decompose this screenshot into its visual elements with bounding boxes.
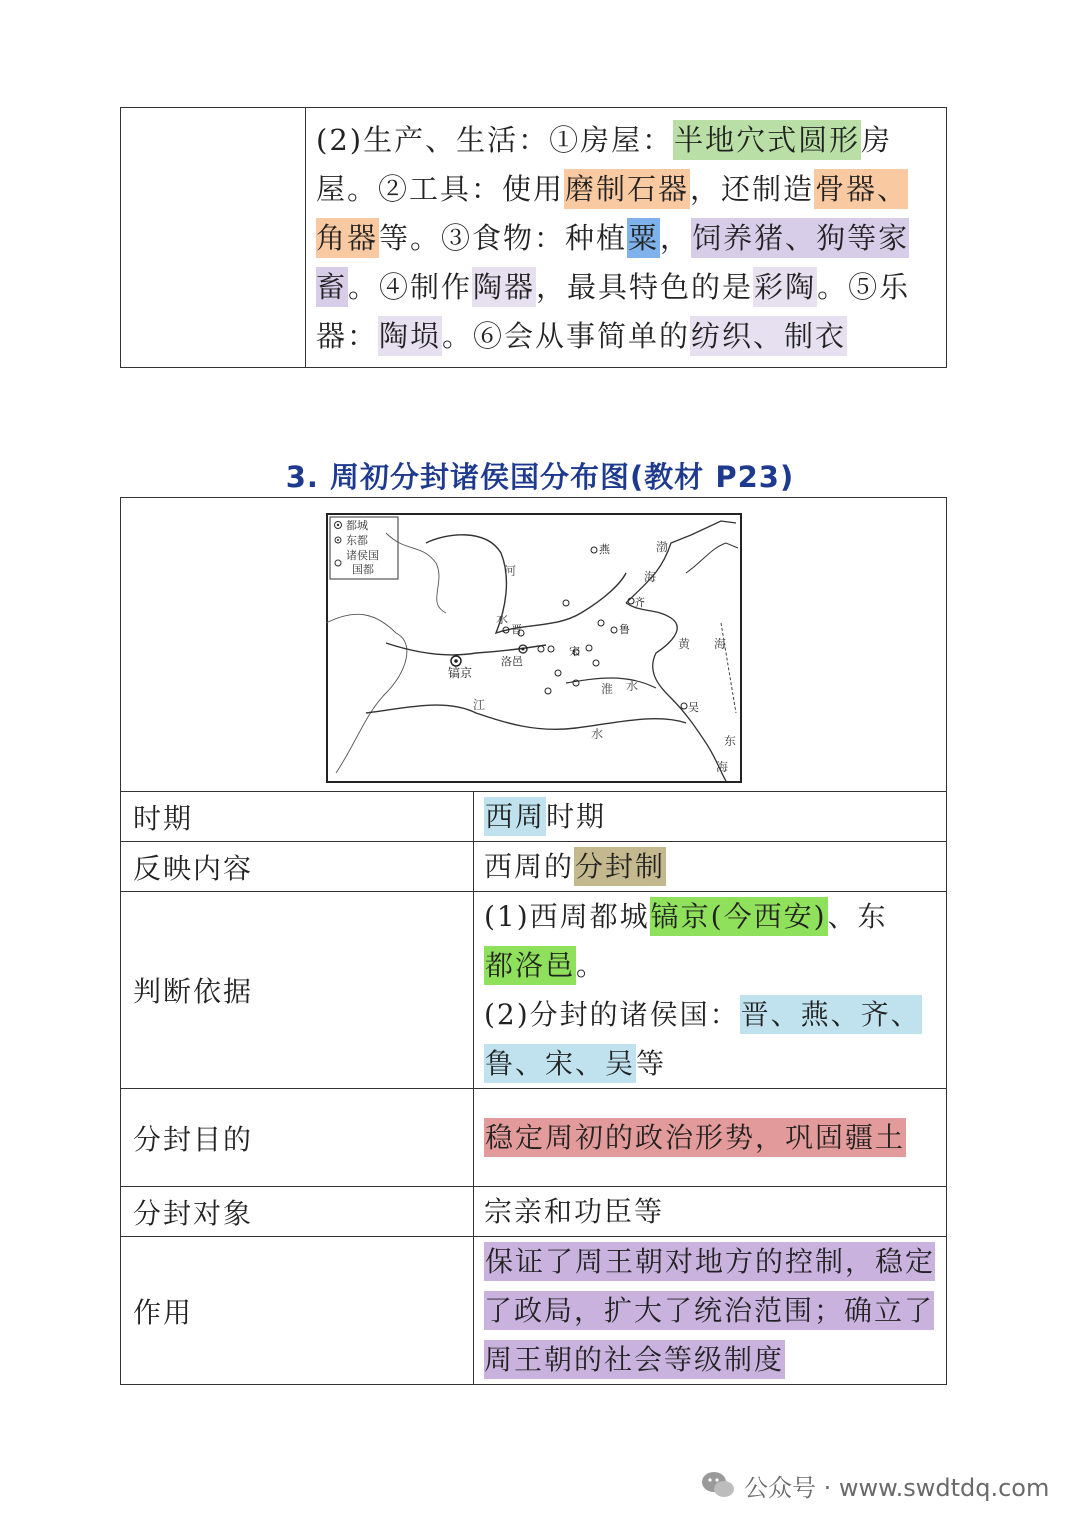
highlight-span: 骨器、角器 xyxy=(316,169,908,258)
text-span: (2)生产、生活：①房屋： xyxy=(316,123,674,157)
basis-line xyxy=(484,892,938,941)
row-basis-label: 判断依据 xyxy=(121,892,474,1089)
section-title: 3. 周初分封诸侯国分布图(教材 P23) xyxy=(285,460,795,494)
label-hai-3: 海 xyxy=(716,760,729,774)
highlight-span: 纺织、制衣 xyxy=(690,316,847,356)
row-basis-value xyxy=(474,892,947,1089)
basis-line xyxy=(484,990,938,1039)
text-span: 宗亲和功臣等 xyxy=(484,1195,665,1228)
highlight-span: 彩陶 xyxy=(753,267,817,307)
highlight-span: 陶埙 xyxy=(378,316,442,356)
text-span: (2)分封的诸侯国： xyxy=(484,998,740,1031)
label-huang: 黄 xyxy=(678,637,691,651)
text-span: 房屋。②工具：使用 xyxy=(316,123,893,206)
label-dong: 东 xyxy=(724,734,737,748)
highlight-span: 都洛邑 xyxy=(484,946,576,985)
zhou-fief-map xyxy=(326,513,742,783)
top-table xyxy=(120,107,947,368)
fengjian-table xyxy=(120,497,947,1385)
text-span: 、东 xyxy=(827,900,888,933)
highlight-span: 饲养猪、狗等家畜 xyxy=(316,218,909,307)
label-haojing: 镐京 xyxy=(448,666,473,680)
top-table-content-cell xyxy=(306,108,947,368)
legend-fief: 诸侯国 xyxy=(346,549,379,562)
label-luoyi: 洛邑 xyxy=(501,655,523,668)
basis-line xyxy=(484,1039,938,1088)
text-span: 时期 xyxy=(546,800,607,833)
highlight-span: 镐京(今西安) xyxy=(650,897,828,936)
row-effect-label: 作用 xyxy=(121,1237,474,1385)
label-shui-1: 水 xyxy=(496,612,509,626)
highlight-span: 西周 xyxy=(484,797,546,836)
text-span: 。④制作 xyxy=(348,270,473,304)
label-yan: 燕 xyxy=(599,543,610,556)
highlight-span: 鲁、宋、吴 xyxy=(484,1044,636,1083)
text-span: 等。③食物：种植 xyxy=(379,221,628,255)
row-content-value xyxy=(474,842,947,892)
label-qi: 齐 xyxy=(634,596,645,609)
text-span: 。⑤乐器： xyxy=(316,270,911,353)
map-cell xyxy=(121,498,947,792)
watermark-text: 公众号 · www.swdtdq.com xyxy=(744,1473,1050,1502)
legend-east-capital: 东都 xyxy=(346,534,368,547)
label-he: 河 xyxy=(504,564,517,578)
basis-line xyxy=(484,941,938,990)
label-jiang: 江 xyxy=(473,698,486,712)
production-life-paragraph xyxy=(316,116,936,361)
top-table-label-cell xyxy=(121,108,306,368)
text-span: (1)西周都城 xyxy=(484,900,650,933)
label-huai: 淮 xyxy=(601,682,614,696)
highlight-span: 稳定周初的政治形势，巩固疆土 xyxy=(484,1118,906,1157)
legend-capital: 都城 xyxy=(346,519,368,532)
row-purpose-label: 分封目的 xyxy=(121,1089,474,1187)
row-period-value xyxy=(474,792,947,842)
text-span: 等 xyxy=(636,1047,667,1080)
label-song: 宋 xyxy=(569,645,580,658)
label-hai-2: 海 xyxy=(714,637,727,651)
label-wu: 吴 xyxy=(688,701,699,714)
wechat-icon xyxy=(700,1469,736,1501)
highlight-span: 分封制 xyxy=(574,847,666,886)
row-effect-value xyxy=(474,1237,947,1385)
row-target-value xyxy=(474,1187,947,1237)
highlight-span: 粟 xyxy=(627,218,660,258)
highlight-span: 保证了周王朝对地方的控制，稳定了政局，扩大了统治范围；确立了周王朝的社会等级制度 xyxy=(484,1242,935,1379)
text-span: 。 xyxy=(576,949,607,982)
text-span: 。⑥会从事简单的 xyxy=(442,319,691,353)
text-span: ，还制造 xyxy=(690,172,815,206)
row-target-label: 分封对象 xyxy=(121,1187,474,1237)
label-shui-2: 水 xyxy=(626,679,639,693)
label-bo: 渤 xyxy=(656,540,669,554)
row-period-label: 时期 xyxy=(121,792,474,842)
highlight-span: 晋、燕、齐、 xyxy=(740,995,922,1034)
highlight-span: 磨制石器 xyxy=(564,169,690,209)
highlight-span: 半地穴式圆形 xyxy=(673,120,861,160)
label-shui-3: 水 xyxy=(591,727,604,741)
highlight-span: 陶器 xyxy=(472,267,536,307)
text-span: ，最具特色的是 xyxy=(536,270,754,304)
label-jin: 晋 xyxy=(511,623,522,636)
row-content-label: 反映内容 xyxy=(121,842,474,892)
label-hai-1: 海 xyxy=(644,570,657,584)
row-purpose-value xyxy=(474,1089,947,1187)
label-lu: 鲁 xyxy=(619,623,630,636)
watermark xyxy=(700,1465,1049,1505)
text-span: 西周的 xyxy=(484,850,575,883)
legend-fief-capital: 国都 xyxy=(352,563,374,576)
text-span: ， xyxy=(660,221,692,255)
